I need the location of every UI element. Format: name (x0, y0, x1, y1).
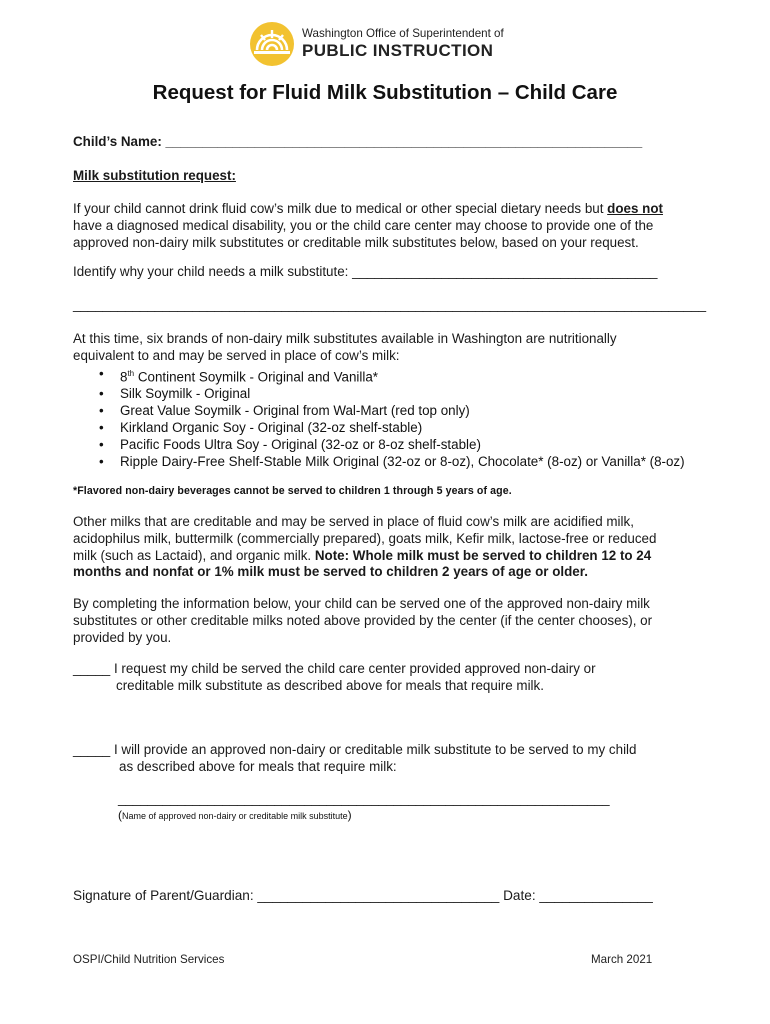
list-item: • Ripple Dairy-Free Shelf-Stable Milk Original (32-oz or 8-oz), Chocolate* (8-oz) or Vanilla* (8-oz) (99, 454, 685, 470)
page-title: Request for Fluid Milk Substitution – Child Care (152, 81, 618, 104)
option-parent-provided: _____ I will provide an approved non-dairy or creditable milk substitute to be served to my child as described above for meals that require milk: (73, 742, 637, 774)
list-item: • Great Value Soymilk - Original from Wal-Mart (red top only) (99, 403, 470, 419)
org-name-line2: PUBLIC INSTRUCTION (302, 41, 494, 60)
list-item: • Kirkland Organic Soy - Original (32-oz shelf-stable) (99, 420, 423, 436)
option-parent-provided-checkbox[interactable]: _____ (73, 742, 111, 757)
identify-reason-label: Identify why your child needs a milk substitute: (73, 264, 349, 279)
intro-line-2: have a diagnosed medical disability, you or the child care center may choose to provide one of the (73, 217, 654, 233)
signature-field[interactable]: ________________________________ (257, 888, 500, 903)
flavored-note: *Flavored non-dairy beverages cannot be served to children 1 through 5 years of age. (73, 485, 512, 497)
brands-intro: At this time, six brands of non-dairy milk substitutes available in Washington are nutritionally equivalent to and may be served in place of cow’s milk: (73, 331, 617, 363)
ospi-sun-icon (248, 20, 296, 68)
section-heading: Milk substitution request: (73, 168, 236, 183)
identify-reason-row (73, 264, 657, 281)
org-name-line1: Washington Office of Superintendent of (302, 27, 504, 40)
option-center-provided-checkbox[interactable]: _____ (73, 661, 111, 676)
list-item: • Pacific Foods Ultra Soy - Original (32-oz or 8-oz shelf-stable) (99, 437, 481, 453)
date-field[interactable]: _______________ (539, 888, 653, 903)
completing-paragraph: By completing the information below, your child can be served one of the approved non-dairy milk substitutes or other creditable milks noted above provided by the center (if the center chooses), or provided by you. (73, 596, 653, 645)
intro-line-3: approved non-dairy milk substitutes or creditable milk substitutes below, based on your request. (73, 234, 639, 250)
date-label: Date: (503, 888, 536, 903)
child-name-field[interactable]: ________________________________________________________________ (165, 134, 643, 149)
footer-right: March 2021 (591, 953, 653, 966)
list-item: • 8th Continent Soymilk - Original and Vanilla* (99, 366, 379, 385)
identify-reason-field-2[interactable]: _____________________________________________________________________________________ (73, 297, 707, 312)
brands-list (73, 365, 685, 470)
identify-reason-field[interactable]: _________________________________________ (352, 264, 658, 279)
substitute-name-caption: (Name of approved non-dairy or creditable milk substitute) (118, 808, 352, 822)
list-item: • Silk Soymilk - Original (99, 386, 251, 402)
other-milks-paragraph: Other milks that are creditable and may be served in place of fluid cow’s milk are acidified milk, acidophilus milk, buttermilk (commercially prepared), goats milk, Kefir milk, lactose-free or reduced milk (such as Lactaid), and organic milk. Note: Whole milk must be served to children 12 to 24 months and nonfat or 1% milk must be served to children 2 years of age or older. (73, 514, 657, 580)
footer-left: OSPI/Child Nutrition Services (73, 953, 225, 966)
child-name-label: Child’s Name: (73, 134, 162, 149)
substitute-name-field[interactable]: __________________________________________________________________ (118, 791, 610, 806)
ospi-logo (248, 20, 504, 68)
option-center-provided: _____ I request my child be served the child care center provided approved non-dairy or creditable milk substitute as described above for meals that require milk. (73, 661, 596, 693)
does-not-emphasis: does not (607, 201, 663, 216)
signature-row (73, 888, 653, 905)
intro-line-1: If your child cannot drink fluid cow’s milk due to medical or other special dietary needs but does not (73, 201, 663, 216)
child-name-row (73, 134, 642, 151)
signature-label: Signature of Parent/Guardian: (73, 888, 254, 903)
intro-paragraph (73, 201, 663, 251)
